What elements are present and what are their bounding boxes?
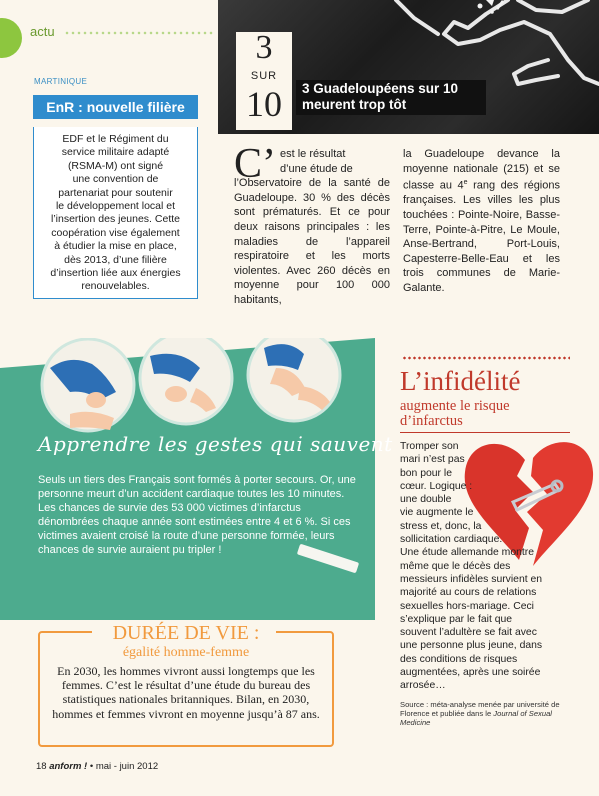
enr-body bbox=[33, 127, 198, 299]
source-text: Source : méta-analyse menée par université de Florence et publiée dans le bbox=[400, 700, 560, 718]
source-journal: Journal of Sexual Medicine bbox=[400, 709, 552, 727]
infid-body bbox=[400, 440, 548, 693]
duree-body: En 2030, les hommes vivront aussi longtemps que les femmes. C’est le résultat d’une étude du bureau des statistiques nationales britanniques. Bilan, en 2030, hommes et femmes vivront en moyenne jusqu’à 87 ans. bbox=[52, 664, 320, 721]
enr-line: dès 2013, d’une filière bbox=[64, 253, 167, 266]
col1-line2: d’une étude de bbox=[280, 162, 353, 175]
enr-line: à étudier la mise en place, bbox=[54, 240, 177, 253]
infid-line: vie augmente le bbox=[400, 507, 474, 519]
infid-source bbox=[400, 700, 570, 727]
stat-denominator: 10 bbox=[246, 84, 282, 124]
infid-line: bon pour le bbox=[400, 467, 452, 479]
infid-line: mari n’est pas bbox=[400, 454, 465, 466]
duree-title: DURÉE DE VIE : bbox=[112, 622, 260, 644]
infid-subtitle bbox=[400, 399, 575, 429]
enr-region: MARTINIQUE bbox=[34, 77, 88, 86]
cpr-illustrations bbox=[42, 338, 340, 431]
duree-subtitle: égalité homme-femme bbox=[122, 645, 250, 660]
secours-title: Apprendre les gestes qui sauvent bbox=[38, 432, 393, 456]
col2-text-a: la Guadeloupe devance la moyenne nationale (215) et se classe au 4 bbox=[403, 148, 560, 192]
issue-date: • mai - juin 2012 bbox=[87, 761, 159, 772]
secours-body: Seuls un tiers des Français sont formés à porter secours. Or, une personne meurt d’un accident cardiaque toutes les 10 minutes. Les chances de survie des 53 000 victimes d’infarctus dénombrées chaque année sont estimées entre 4 et 6 %. Si ces victimes avaient croisé la route d’une personne formée, leurs chances de survie auraient pu tripler ! bbox=[38, 474, 356, 556]
infid-line: Tromper son bbox=[400, 441, 459, 452]
page-number: 18 bbox=[36, 761, 47, 772]
infid-line: stress et, donc, la bbox=[400, 520, 482, 532]
section-label: actu bbox=[30, 24, 55, 39]
stat-numerator: 3 bbox=[255, 29, 273, 66]
infid-line: sollicitation cardiaque. bbox=[400, 534, 503, 546]
infid-subtitle-line: augmente le risque bbox=[400, 398, 510, 414]
section-dots bbox=[64, 30, 214, 36]
enr-line: le développement local et bbox=[55, 200, 176, 213]
enr-line: service militaire adapté bbox=[61, 146, 170, 159]
infid-body-rest: Une étude allemande montre même que le décès des messieurs infidèles survient en majorité au cours de relations sexuelles hors-mariage. Ceci s’explique par le fait que souvent l’adultère se fait avec une personne plus jeune, dans des conditions de risques augmentées, après une soirée arrosée… bbox=[400, 547, 543, 692]
article-column-2 bbox=[403, 147, 560, 296]
article-column-1 bbox=[234, 147, 390, 308]
enr-line: partenariat pour soutenir bbox=[58, 186, 173, 199]
enr-line: l’insertion des jeunes. Cette bbox=[51, 213, 180, 226]
col1-rest: l’Observatoire de la santé de Guadeloupe. 30 % des décès sont prématurés. Et ce pour deux raisons principales : les maladies de l’appareil respiratoire et les morts violentes. Avec 260 décès en moyenne pour 100 000 habitants, bbox=[234, 177, 390, 306]
infid-line: cœur. Logique : bbox=[400, 480, 473, 492]
magazine-name: anform ! bbox=[49, 761, 88, 772]
col1-line1: est le résultat bbox=[280, 148, 346, 160]
guadeloupe-headline bbox=[296, 80, 486, 115]
col2-sup: e bbox=[463, 179, 468, 187]
enr-line: EDF et le Régiment du bbox=[62, 133, 169, 145]
enr-title: EnR : nouvelle filière bbox=[33, 95, 198, 119]
enr-line: d’insertion liée aux énergies bbox=[50, 267, 181, 280]
infid-subtitle-line: d’infarctus bbox=[400, 413, 463, 429]
page-footer bbox=[36, 761, 158, 772]
headline-line: 3 Guadeloupéens sur 10 bbox=[302, 81, 459, 96]
infid-line: une double bbox=[400, 494, 452, 506]
stat-sur: SUR bbox=[250, 70, 278, 82]
enr-line: renouvelables. bbox=[81, 280, 150, 293]
infid-dotted-rule bbox=[402, 356, 570, 360]
section-marker bbox=[0, 18, 22, 58]
enr-line: (RSMA-M) ont signé bbox=[67, 159, 164, 172]
col2-text-b: rang des régions françaises. Les villes les plus touchées : Pointe-Noire, Basse-Terre, Pointe-à-Pitre, Le Moule, Anse-Bertrand, Port-Louis, Capesterre-Belle-Eau et les trois communes de Marie-Galante. bbox=[403, 179, 560, 294]
headline-line: meurent trop tôt bbox=[302, 97, 407, 112]
infid-title: L’infidélité bbox=[400, 366, 521, 396]
dropcap: C’ bbox=[234, 141, 276, 187]
enr-line: une convention de bbox=[72, 173, 159, 186]
enr-line: coopération vise également bbox=[51, 226, 180, 239]
